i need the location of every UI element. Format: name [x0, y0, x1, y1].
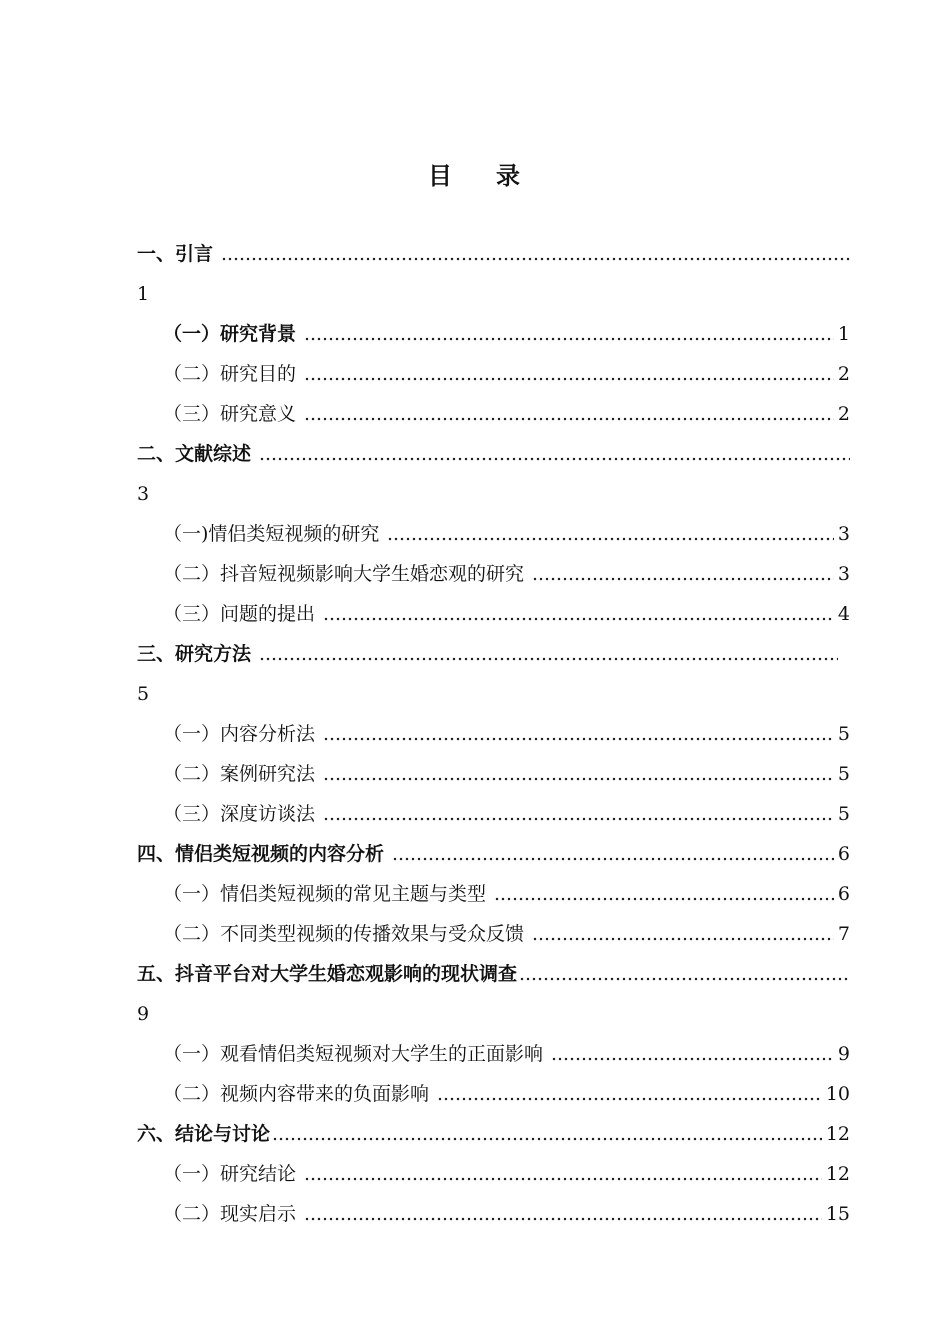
toc-entry-section-1-3[interactable]	[137, 394, 850, 434]
toc-page-number: 5	[837, 763, 850, 785]
toc-page-number: 5	[137, 683, 150, 705]
toc-entry-label: （二）不同类型视频的传播效果与受众反馈	[163, 923, 525, 945]
toc-page-number: 10	[825, 1083, 850, 1105]
toc-entry-section-2-3[interactable]	[137, 594, 850, 634]
title-char-left: 目	[428, 162, 454, 190]
toc-entry-section-1-1[interactable]	[137, 314, 850, 354]
toc-entry-section-6-2[interactable]	[137, 1194, 850, 1234]
toc-entry-section-2-2[interactable]	[137, 554, 850, 594]
toc-leader-dots	[304, 394, 834, 434]
toc-entry-section-5-2[interactable]	[137, 1074, 850, 1114]
toc-entry-label: （一）研究结论	[163, 1163, 297, 1185]
toc-entry-label: （二）抖音短视频影响大学生婚恋观的研究	[163, 563, 525, 585]
toc-leader-dots	[323, 594, 834, 634]
toc-entry-section-6[interactable]	[137, 1114, 850, 1154]
toc-entry-section-2-1[interactable]	[137, 514, 850, 554]
toc-page-number: 3	[837, 563, 850, 585]
table-of-contents	[137, 234, 850, 1234]
title-char-right: 录	[496, 162, 522, 190]
toc-entry-section-6-1[interactable]	[137, 1154, 850, 1194]
toc-entry-section-3-1[interactable]	[137, 714, 850, 754]
toc-page-number: 9	[137, 1003, 150, 1025]
toc-entry-section-4-1[interactable]	[137, 874, 850, 914]
toc-entry-section-3[interactable]	[137, 634, 850, 674]
toc-leader-dots	[551, 1034, 834, 1074]
toc-entry-section-3-3[interactable]	[137, 794, 850, 834]
toc-page-number: 5	[837, 803, 850, 825]
toc-entry-label: （二）研究目的	[163, 363, 297, 385]
toc-entry-section-2[interactable]	[137, 434, 850, 474]
toc-entry-label: （二）视频内容带来的负面影响	[163, 1083, 430, 1105]
toc-leader-dots	[494, 874, 834, 914]
toc-entry-label: （三）研究意义	[163, 403, 297, 425]
toc-page-number: 1	[137, 283, 150, 305]
page-title	[0, 156, 950, 191]
toc-entry-section-1-2[interactable]	[137, 354, 850, 394]
toc-page-number: 2	[837, 363, 850, 385]
toc-entry-label: 二、文献综述	[137, 443, 252, 465]
toc-page-number: 6	[837, 843, 850, 865]
toc-page-number: 3	[137, 483, 150, 505]
toc-page-number: 1	[837, 323, 850, 345]
toc-leader-dots	[532, 914, 834, 954]
toc-entry-section-5[interactable]	[137, 954, 850, 994]
toc-leader-dots	[221, 234, 850, 274]
toc-entry-label: 三、研究方法	[137, 643, 252, 665]
toc-leader-dots	[437, 1074, 822, 1114]
toc-leader-dots	[304, 1194, 822, 1234]
toc-entry-section-4[interactable]	[137, 834, 850, 874]
toc-entry-section-3-2[interactable]	[137, 754, 850, 794]
toc-page-number: 12	[825, 1163, 850, 1185]
toc-leader-dots	[387, 514, 833, 554]
toc-page-number: 6	[837, 883, 850, 905]
toc-entry-label: 五、抖音平台对大学生婚恋观影响的现状调查	[137, 963, 518, 985]
toc-leader-dots	[519, 954, 850, 994]
toc-leader-dots	[304, 1154, 822, 1194]
toc-leader-dots	[259, 634, 838, 674]
toc-entry-label: （一)情侣类短视频的研究	[163, 523, 380, 545]
toc-leader-dots	[392, 834, 834, 874]
toc-leader-dots	[304, 354, 834, 394]
toc-entry-label: （二）案例研究法	[163, 763, 316, 785]
toc-entry-label: （一）情侣类短视频的常见主题与类型	[163, 883, 487, 905]
toc-entry-section-5-1[interactable]	[137, 1034, 850, 1074]
toc-entry-label: （三）问题的提出	[163, 603, 316, 625]
toc-entry-label: 六、结论与讨论	[137, 1123, 271, 1145]
toc-leader-dots	[532, 554, 834, 594]
toc-page-number: 4	[837, 603, 850, 625]
toc-page-number: 3	[837, 523, 850, 545]
toc-entry-label: （一）研究背景	[163, 323, 297, 345]
toc-page-number: 12	[825, 1123, 850, 1145]
toc-entry-label: （一）观看情侣类短视频对大学生的正面影响	[163, 1043, 544, 1065]
toc-page-number: 2	[837, 403, 850, 425]
toc-entry-label: （三）深度访谈法	[163, 803, 316, 825]
toc-entry-label: （一）内容分析法	[163, 723, 316, 745]
toc-page-number: 15	[825, 1203, 850, 1225]
toc-leader-dots	[323, 754, 834, 794]
toc-entry-label: 四、情侣类短视频的内容分析	[137, 843, 385, 865]
toc-entry-section-1[interactable]	[137, 234, 850, 274]
toc-leader-dots	[272, 1114, 822, 1154]
toc-entry-label: （二）现实启示	[163, 1203, 297, 1225]
toc-page-number: 9	[837, 1043, 850, 1065]
toc-entry-label: 一、引言	[137, 243, 214, 265]
toc-leader-dots	[304, 314, 834, 354]
toc-leader-dots	[323, 794, 834, 834]
toc-page-number: 5	[837, 723, 850, 745]
toc-leader-dots	[259, 434, 850, 474]
toc-entry-section-4-2[interactable]	[137, 914, 850, 954]
toc-leader-dots	[323, 714, 834, 754]
toc-page-number: 7	[837, 923, 850, 945]
